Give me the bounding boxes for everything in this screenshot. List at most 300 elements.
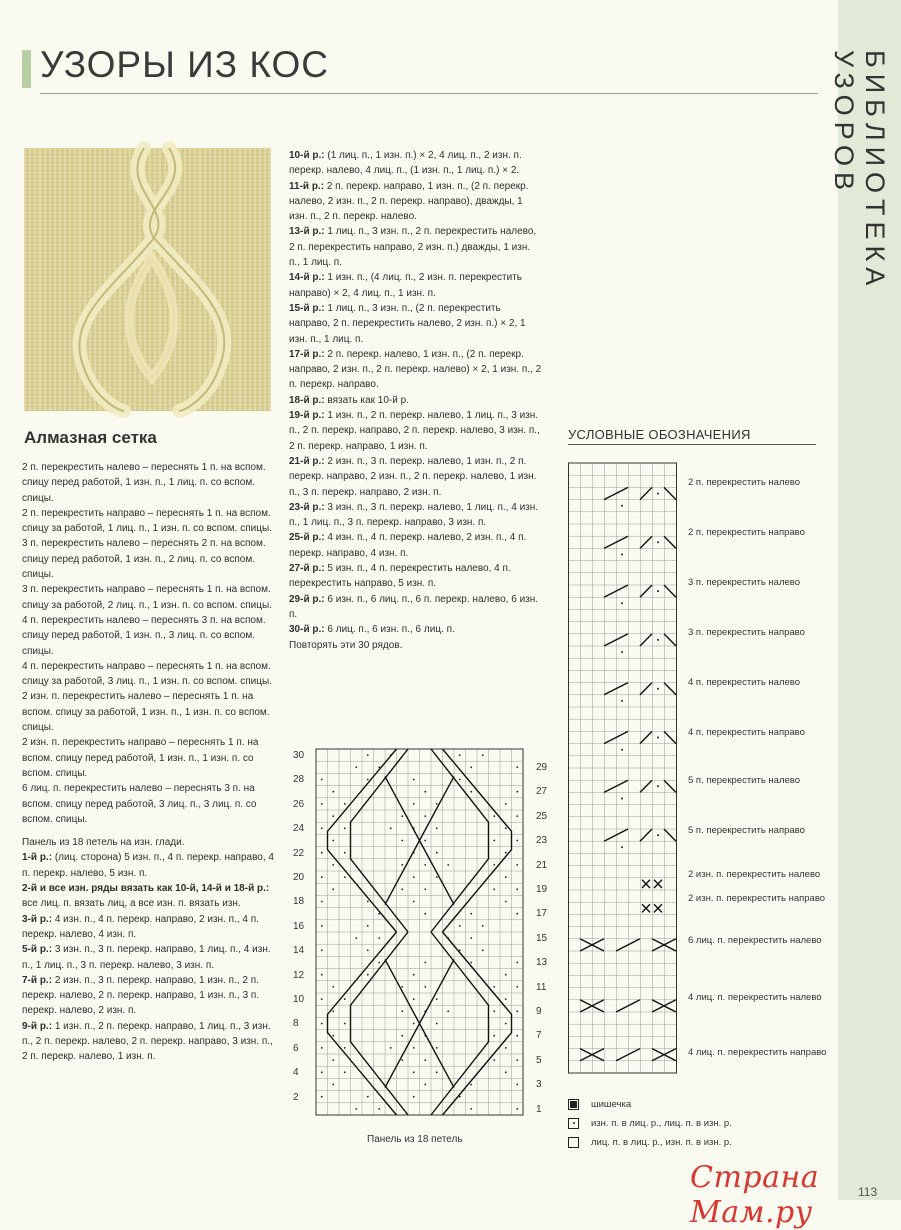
purl-dot <box>505 974 507 976</box>
purl-dot <box>321 998 323 1000</box>
purl-dot <box>367 949 369 951</box>
row-instruction <box>289 270 543 301</box>
row-label: 13-й р.: <box>289 226 325 238</box>
purl-dot <box>447 864 449 866</box>
purl-dot <box>436 852 438 854</box>
purl-dot <box>516 913 518 915</box>
header-accent-bar <box>22 50 31 88</box>
purl-dot <box>413 1023 415 1025</box>
row-instruction <box>22 912 274 943</box>
middle-text-column <box>289 148 543 653</box>
row-number: 24 <box>293 823 305 835</box>
purl-dot <box>493 986 495 988</box>
purl-dot <box>493 840 495 842</box>
cross-symbol <box>640 585 652 597</box>
cross-symbol <box>580 1000 604 1012</box>
row-label: 11-й р.: <box>289 180 325 192</box>
purl-dot <box>657 688 659 690</box>
row-label: 30-й р.: <box>289 624 325 636</box>
purl-dot <box>621 505 623 507</box>
row-instruction <box>289 454 543 500</box>
purl-dot <box>401 840 403 842</box>
row-number: 9 <box>536 1006 542 1017</box>
purl-dot <box>621 846 623 848</box>
row-text: 1 лиц. п., 3 изн. п., (2 п. перекрестить направо, 2 п. перекрестить налево, 2 изн. п.) × 2, 1 изн. п., 1 лиц. п. <box>289 302 526 345</box>
purl-dot <box>413 901 415 903</box>
cross-symbol <box>664 487 676 499</box>
symbol-label: шишечка <box>591 1098 632 1110</box>
purl-dot <box>401 1035 403 1037</box>
row-label: 9-й р.: <box>22 1020 53 1032</box>
purl-dot <box>344 827 346 829</box>
purl-dot <box>505 901 507 903</box>
row-instruction <box>289 622 543 637</box>
purl-dot <box>657 541 659 543</box>
purl-dot <box>321 974 323 976</box>
purl-dot <box>470 913 472 915</box>
row-text: (лиц. сторона) 5 изн. п., 4 п. перекр. направо, 4 п. перекр. налево, 5 изн. п. <box>22 852 274 879</box>
purl-dot <box>516 986 518 988</box>
cross-symbol <box>652 939 676 951</box>
row-text: 3 изн. п., 3 п. перекр. направо, 1 лиц. п., 4 изн. п., 1 лиц. п., 3 п. перекр. налево, 3 изн. п. <box>22 944 271 971</box>
row-number: 18 <box>293 896 305 908</box>
cross-symbol <box>580 939 604 951</box>
cross-symbol <box>642 880 650 888</box>
row-text: 1 изн. п., 2 п. перекр. налево, 1 лиц. п., 3 изн. п., 2 п. перекр. направо, 2 п. перекр. налево, 3 изн. п., 2 п. перекр. направо, 1 изн. п. <box>289 410 540 452</box>
purl-dot <box>344 1071 346 1073</box>
purl-dot <box>367 754 369 756</box>
row-number: 8 <box>293 1018 299 1030</box>
purl-dot <box>436 876 438 878</box>
row-number: 10 <box>293 994 305 1005</box>
purl-dot <box>321 852 323 854</box>
cross-symbol <box>616 1000 640 1012</box>
legend-label: 2 п. перекрестить направо <box>688 527 805 538</box>
purl-dot <box>332 1059 334 1061</box>
purl-dot <box>401 864 403 866</box>
abbreviation: 2 п. перекрестить налево – переснять 1 п. на вспом. спицу перед работой, 1 изн. п., 1 лиц. п. со вспом. спицы. <box>22 462 266 504</box>
purl-dot <box>516 766 518 768</box>
symbol-label: лиц. п. в лиц. р., изн. п. в изн. р. <box>591 1136 732 1148</box>
cross-symbol <box>604 634 628 646</box>
purl-dot <box>516 815 518 817</box>
purl-dot <box>516 888 518 890</box>
row-instruction <box>289 592 543 623</box>
purl-dot <box>321 925 323 927</box>
repeat-note: Повторять эти 30 рядов. <box>289 639 403 651</box>
purl-dot <box>424 1084 426 1086</box>
purl-dot <box>493 1010 495 1012</box>
row-instruction <box>289 500 543 531</box>
header-rule <box>40 93 818 94</box>
row-label: 5-й р.: <box>22 944 53 956</box>
cross-symbol <box>640 780 652 792</box>
cross-symbol <box>664 829 676 841</box>
row-label: 14-й р.: <box>289 272 325 284</box>
row-text: 2 п. перекр. направо, 1 изн. п., (2 п. перекр. налево, 2 изн. п., 2 п. перекр. направо), дважды, 1 изн. п., 2 п. перекр. налево. <box>289 180 529 223</box>
purl-dot <box>332 791 334 793</box>
legend-label: 4 п. перекрестить налево <box>688 677 800 688</box>
purl-dot <box>505 998 507 1000</box>
purl-dot <box>505 1071 507 1073</box>
row-label: 1-й р.: <box>22 852 53 864</box>
purl-dot <box>493 1035 495 1037</box>
purl-dot <box>436 998 438 1000</box>
row-text: 4 изн. п., 4 п. перекр. направо, 2 изн. п., 4 п. перекр. налево, 4 изн. п. <box>22 913 259 940</box>
purl-dot <box>378 937 380 939</box>
purl-dot <box>413 803 415 805</box>
row-text: 1 лиц. п., 3 изн. п., 2 п. перекрестить налево, 2 п. перекрестить направо, 2 изн. п.) дважды, 1 изн. п., 1 лиц. п. <box>289 226 537 269</box>
purl-dot <box>424 986 426 988</box>
purl-dot <box>378 1108 380 1110</box>
purl-dot <box>516 1059 518 1061</box>
row-instruction <box>22 1019 274 1065</box>
purl-dot <box>355 937 357 939</box>
abbreviation: 3 п. перекрестить направо – переснять 1 п. на вспом. спицу за работой, 2 лиц. п., 1 изн. п. со вспом. спицы. <box>22 584 272 611</box>
row-number: 30 <box>293 750 305 761</box>
legend-label: 2 изн. п. перекрестить направо <box>688 893 826 904</box>
purl-dot <box>413 876 415 878</box>
row-label: 10-й р.: <box>289 150 325 161</box>
purl-dot <box>367 1096 369 1098</box>
knit-stitch-icon <box>568 1137 579 1148</box>
row-instruction <box>22 850 274 881</box>
purl-dot <box>424 815 426 817</box>
row-text: (1 лиц. п., 1 изн. п.) × 2, 4 лиц. п., 2 изн. п. перекр. налево, 4 лиц. п., (1 изн. п., 1 лиц. п.) × 2. <box>289 150 522 177</box>
purl-dot <box>470 766 472 768</box>
abbreviation: 2 изн. п. перекрестить направо – переснять 1 п. на вспом. спицу перед работой, 1 изн. п., 1 изн. п. со вспом. спицы. <box>22 737 259 779</box>
purl-dot <box>516 864 518 866</box>
row-instruction <box>289 179 543 225</box>
purl-dot <box>413 779 415 781</box>
legend-title: УСЛОВНЫЕ ОБОЗНАЧЕНИЯ <box>568 427 751 442</box>
cross-symbol <box>652 1049 676 1061</box>
purl-dot <box>424 791 426 793</box>
row-label: 18-й р.: <box>289 394 325 406</box>
site-watermark: Страна Мам.ру <box>690 1160 820 1230</box>
purl-dot <box>367 901 369 903</box>
purl-dot <box>505 852 507 854</box>
purl-dot <box>390 827 392 829</box>
row-number: 27 <box>536 786 548 798</box>
abbreviation: 2 п. перекрестить направо – переснять 1 п. на вспом. спицу за работой, 1 лиц. п., 1 изн. п. со вспом. спицы. <box>22 507 272 535</box>
legend-symbols <box>580 487 676 1060</box>
purl-dot <box>516 962 518 964</box>
abbreviation: 2 изн. п. перекрестить налево – переснять 1 п. на вспом. спицу за работой, 1 изн. п., 1 изн. п. со вспом. спицы. <box>22 691 270 734</box>
row-text: 2 п. перекр. налево, 1 изн. п., (2 п. перекр. направо, 2 изн. п., 2 п. перекр. налево) × 2, 1 изн. п., 2 п. перекр. направо. <box>289 348 542 391</box>
row-text: вязать как 10-й р. <box>327 394 409 406</box>
purl-dot <box>621 749 623 751</box>
purl-dot <box>401 815 403 817</box>
purl-dot <box>436 1071 438 1073</box>
purl-dot <box>505 827 507 829</box>
purl-dot <box>657 834 659 836</box>
legend-label: 2 изн. п. перекрестить налево <box>688 869 821 880</box>
left-text-column <box>22 460 274 1065</box>
legend-rule <box>568 444 816 445</box>
purl-dot <box>332 864 334 866</box>
cross-symbol <box>604 829 628 841</box>
row-number: 16 <box>293 920 305 932</box>
purl-dot <box>470 962 472 964</box>
purl-dot <box>436 803 438 805</box>
purl-dot <box>413 1071 415 1073</box>
row-instruction <box>289 301 543 347</box>
purl-dot <box>516 791 518 793</box>
row-number: 20 <box>293 872 305 883</box>
cross-symbol <box>640 731 652 743</box>
row-number: 25 <box>536 810 548 822</box>
abbreviation: 4 п. перекрестить направо – переснять 1 п. на вспом. спицу за работой, 3 лиц. п., 1 изн. п. со вспом. спицы. <box>22 660 272 688</box>
purl-dot <box>516 840 518 842</box>
bobble-icon <box>568 1099 579 1110</box>
purl-dot <box>424 864 426 866</box>
legend-label: 5 п. перекрестить направо <box>688 825 805 836</box>
row-number: 3 <box>536 1079 542 1091</box>
purl-dot <box>413 1096 415 1098</box>
purl-dot <box>657 590 659 592</box>
purl-dot <box>332 888 334 890</box>
legend-label: 5 п. перекрестить налево <box>688 775 800 786</box>
cross-symbol <box>640 634 652 646</box>
purl-dot <box>355 1108 357 1110</box>
legend-label: 6 лиц. п. перекрестить налево <box>688 935 822 946</box>
purl-dot <box>344 998 346 1000</box>
row-instruction <box>289 224 543 270</box>
purl-dot <box>321 949 323 951</box>
cross-symbol <box>642 904 650 912</box>
purl-dot <box>621 798 623 800</box>
row-text: 3 изн. п., 3 п. перекр. налево, 1 лиц. п., 4 изн. п., 1 лиц. п., 3 п. перекр. направо, 3 изн. п. <box>289 501 539 529</box>
chart-caption: Панель из 18 петель <box>367 1134 463 1145</box>
row-text: 6 изн. п., 6 лиц. п., 6 п. перекр. налево, 6 изн. п. <box>289 593 539 620</box>
row-text: все лиц. п. вязать лиц, а все изн. п. вязать изн. <box>22 898 241 910</box>
row-number: 22 <box>293 847 305 859</box>
cross-symbol <box>640 487 652 499</box>
purl-dot <box>344 1023 346 1025</box>
purl-dot <box>332 840 334 842</box>
row-label: 21-й р.: <box>289 455 325 467</box>
cross-symbol <box>640 829 652 841</box>
row-text: 1 изн. п., 2 п. перекр. направо, 1 лиц. п., 3 изн. п., 2 п. перекр. налево, 2 п. перекр. направо, 3 изн. п., 2 п. перекр. налево, 1 изн. п. <box>22 1020 273 1063</box>
row-number: 4 <box>293 1067 299 1079</box>
cross-symbol <box>604 487 628 499</box>
row-number: 2 <box>293 1091 299 1103</box>
cross-symbol <box>664 634 676 646</box>
purl-dot <box>344 852 346 854</box>
row-instruction <box>289 148 543 179</box>
purl-dot <box>401 1010 403 1012</box>
purl-dot <box>367 974 369 976</box>
row-instruction <box>289 393 543 408</box>
purl-dot <box>321 827 323 829</box>
abbreviation: 6 лиц. п. перекрестить налево – переснять 3 п. на вспом. спицу перед работой, 3 лиц. п., 3 лиц. п. со вспом. спицы. <box>22 783 257 825</box>
purl-dot <box>657 737 659 739</box>
row-number: 7 <box>536 1030 542 1042</box>
purl-dot <box>505 803 507 805</box>
row-number: 29 <box>536 762 548 773</box>
section-title: Алмазная сетка <box>24 428 157 447</box>
purl-dot <box>424 1059 426 1061</box>
abbreviation: 4 п. перекрестить налево – переснять 3 п. на вспом. спицу перед работой, 1 изн. п., 3 лиц. п. со вспом. спицы. <box>22 614 266 657</box>
legend-label: 4 п. перекрестить направо <box>688 727 805 738</box>
panel-note: Панель из 18 петель на изн. глади. <box>22 837 185 849</box>
purl-dot <box>493 815 495 817</box>
purl-dot <box>493 1059 495 1061</box>
row-number: 13 <box>536 957 548 969</box>
purl-dot <box>413 998 415 1000</box>
row-text: 5 изн. п., 4 п. перекрестить налево, 4 п. перекрестить направо, 5 изн. п. <box>289 563 511 590</box>
purl-dot <box>447 1010 449 1012</box>
cross-symbol <box>664 683 676 695</box>
row-instruction <box>289 347 543 393</box>
purl-dot <box>482 925 484 927</box>
purl-dot <box>321 1096 323 1098</box>
page-number: 113 <box>858 1185 878 1199</box>
row-instruction <box>22 881 274 912</box>
cross-symbol <box>580 1049 604 1061</box>
row-instruction <box>22 973 274 1019</box>
legend-symbol-grid <box>568 463 678 1075</box>
row-number: 26 <box>293 798 305 810</box>
purl-dot <box>413 1047 415 1049</box>
cross-symbol <box>664 536 676 548</box>
row-instruction <box>289 530 543 561</box>
cross-symbol <box>604 536 628 548</box>
purl-dot <box>657 785 659 787</box>
purl-dot <box>424 913 426 915</box>
purl-dot <box>470 1108 472 1110</box>
row-number: 14 <box>293 945 305 957</box>
purl-dot <box>424 962 426 964</box>
purl-dot <box>424 840 426 842</box>
purl-dot <box>355 766 357 768</box>
row-text: 6 лиц. п., 6 изн. п., 6 лиц. п. <box>327 624 455 636</box>
row-label: 19-й р.: <box>289 410 325 422</box>
purl-dot <box>621 602 623 604</box>
row-number: 23 <box>536 835 548 847</box>
purl-dot <box>401 986 403 988</box>
row-label: 15-й р.: <box>289 302 325 314</box>
cross-symbol <box>664 780 676 792</box>
purl-dot <box>505 876 507 878</box>
purl-dot <box>321 803 323 805</box>
purl-dot <box>493 888 495 890</box>
knit-sample-photo <box>24 148 271 411</box>
pattern-chart <box>310 745 530 1125</box>
cross-symbol <box>640 536 652 548</box>
purl-dot <box>621 700 623 702</box>
row-label: 3-й р.: <box>22 913 53 925</box>
purl-dot <box>344 1047 346 1049</box>
cross-symbol <box>652 1000 676 1012</box>
purl-dot <box>436 1047 438 1049</box>
row-label: 29-й р.: <box>289 593 325 605</box>
cross-symbol <box>604 731 628 743</box>
purl-dot <box>516 1108 518 1110</box>
row-instruction <box>22 942 274 973</box>
purl-dot <box>401 1059 403 1061</box>
purl-dot <box>401 888 403 890</box>
purl-dot <box>459 925 461 927</box>
symbol-row <box>568 1116 732 1130</box>
symbol-row <box>568 1135 732 1149</box>
row-label: 27-й р.: <box>289 563 325 575</box>
purl-dot <box>470 1084 472 1086</box>
purl-dot <box>332 815 334 817</box>
purl-dot <box>459 779 461 781</box>
row-number: 1 <box>536 1103 542 1115</box>
purl-dot <box>621 554 623 556</box>
purl-dot <box>332 1084 334 1086</box>
purl-dot <box>621 651 623 653</box>
row-number: 15 <box>536 932 548 944</box>
row-text: 2 изн. п., 3 п. перекр. налево, 1 изн. п., 2 п. перекр. направо, 2 изн. п., 2 п. перекр. налево, 1 изн. п., 3 п. перекр. направо, 2 изн. п. <box>289 455 537 498</box>
row-number: 5 <box>536 1054 542 1066</box>
row-text: 2 изн. п., 3 п. перекр. направо, 1 изн. п., 2 п. перекр. налево, 2 п. перекр. направо, 1 изн. п., 3 п. перекр. налево, 2 изн. п. <box>22 974 260 1017</box>
purl-dot <box>516 1010 518 1012</box>
row-text: 4 изн. п., 4 п. перекр. налево, 2 изн. п., 4 п. перекр. направо, 4 изн. п. <box>289 532 527 559</box>
purl-dot <box>321 901 323 903</box>
purl-dot <box>321 1071 323 1073</box>
cross-symbol <box>654 904 662 912</box>
purl-dot <box>367 779 369 781</box>
purl-dot <box>657 639 659 641</box>
purl-dot <box>657 493 659 495</box>
purl-dot <box>332 1035 334 1037</box>
row-label: 17-й р.: <box>289 348 325 360</box>
purl-dot <box>413 974 415 976</box>
cross-symbol <box>604 683 628 695</box>
purl-dot <box>332 986 334 988</box>
page-title: УЗОРЫ ИЗ КОС <box>40 44 329 85</box>
cable-line <box>431 749 489 932</box>
legend-label: 4 лиц. п. перекрестить направо <box>688 1047 827 1058</box>
row-label: 25-й р.: <box>289 532 325 544</box>
purl-dot <box>470 937 472 939</box>
row-number: 6 <box>293 1042 299 1054</box>
cross-symbol <box>654 880 662 888</box>
chart-grid <box>316 749 523 1115</box>
purl-dot <box>367 925 369 927</box>
row-label: 2-й и все изн. ряды вязать как 10-й, 14-й и 18-й р.: <box>22 883 270 895</box>
row-label: 7-й р.: <box>22 974 53 986</box>
purl-dot <box>505 1047 507 1049</box>
cross-symbol <box>604 585 628 597</box>
purl-dot <box>344 876 346 878</box>
row-number: 21 <box>536 859 548 871</box>
cable-line <box>431 932 489 1115</box>
purl-dot <box>424 888 426 890</box>
cable-line <box>351 749 409 932</box>
row-number: 19 <box>536 884 548 895</box>
purl-dot <box>470 791 472 793</box>
side-title: БИБЛИОТЕКА УЗОРОВ <box>829 50 890 292</box>
purl-dot <box>482 949 484 951</box>
cable-line <box>351 932 409 1115</box>
purl-dot <box>321 1047 323 1049</box>
purl-dot <box>459 754 461 756</box>
symbol-row <box>568 1097 631 1111</box>
purl-dot <box>321 876 323 878</box>
row-text: 1 изн. п., (4 лиц. п., 2 изн. п. перекрестить направо) × 2, 4 лиц. п., 1 изн. п. <box>289 272 522 299</box>
legend-label: 3 п. перекрестить налево <box>688 577 800 588</box>
cross-symbol <box>604 780 628 792</box>
purl-dot <box>493 864 495 866</box>
row-instruction <box>289 561 543 592</box>
symbol-label: изн. п. в лиц. р., лиц. п. в изн. р. <box>591 1117 732 1129</box>
purl-dot <box>516 1035 518 1037</box>
